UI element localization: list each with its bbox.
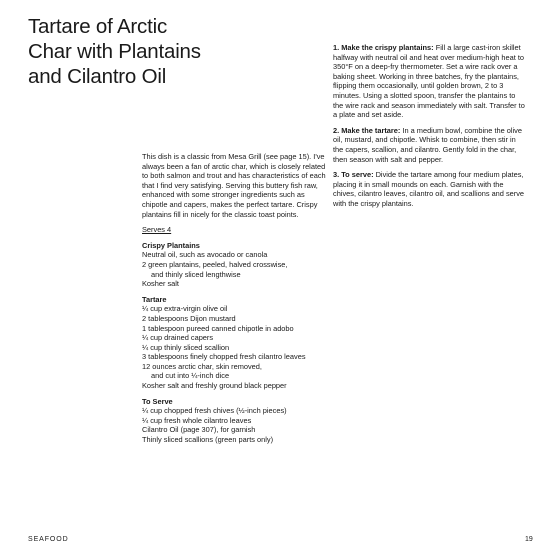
method-step-1 bbox=[333, 43, 525, 120]
method-column bbox=[333, 43, 525, 215]
step-label: 2. Make the tartare: bbox=[333, 125, 401, 135]
ingredient-section-crispy-plantains bbox=[142, 241, 327, 289]
ingredient-item: ¼ cup fresh whole cilantro leaves bbox=[142, 415, 252, 425]
ingredient-item: ¼ cup thinly sliced scallion bbox=[142, 342, 230, 352]
title-line: and Cilantro Oil bbox=[28, 65, 167, 88]
ingredient-item: Cilantro Oil (page 307), for garnish bbox=[142, 425, 256, 435]
ingredient-section-tartare bbox=[142, 295, 327, 391]
ingredients-column bbox=[142, 152, 327, 445]
step-text: Fill a large cast-iron skillet halfway with neutral oil and heat over medium-high heat to 350°F on a deep-fry thermometer. Set a wire rack over a baking sheet. Working in three batches, fry the plantains, flipping them occasionally, until golden brown, 2 to 3 minutes. Using a slotted spoon, transfer the plantains to the wire rack and season immediately with salt. Transfer to a plate and set aside. bbox=[333, 43, 525, 120]
ingredient-item: and cut into ¼-inch dice bbox=[151, 371, 230, 381]
step-label: 3. To serve: bbox=[333, 170, 374, 180]
section-title: Crispy Plantains bbox=[142, 240, 200, 250]
ingredient-item: 2 green plantains, peeled, halved crosswise, bbox=[142, 259, 288, 269]
ingredient-item: and thinly sliced lengthwise bbox=[151, 269, 241, 279]
ingredient-item: Kosher salt and freshly ground black pepper bbox=[142, 381, 287, 391]
footer-section-label: SEAFOOD bbox=[28, 536, 69, 543]
ingredient-item: Thinly sliced scallions (green parts only) bbox=[142, 435, 274, 445]
ingredient-item: ¼ cup drained capers bbox=[142, 333, 214, 343]
ingredient-item: 3 tablespoons finely chopped fresh cilantro leaves bbox=[142, 352, 306, 362]
method-step-2 bbox=[333, 126, 525, 164]
title-line: Tartare of Arctic bbox=[28, 15, 168, 38]
section-title: Tartare bbox=[142, 294, 167, 304]
ingredient-section-to-serve bbox=[142, 397, 327, 445]
method-step-3 bbox=[333, 170, 525, 208]
ingredient-item: Neutral oil, such as avocado or canola bbox=[142, 250, 268, 260]
section-title: To Serve bbox=[142, 396, 173, 406]
serves-label: Serves 4 bbox=[142, 225, 172, 235]
step-text: Divide the tartare among four medium plates, placing it in small mounds on each. Garnish with the chives, cilantro leaves, cilantro oil, and scallions and serve with the crispy plantains. bbox=[333, 170, 525, 208]
step-label: 1. Make the crispy plantains: bbox=[333, 43, 434, 52]
ingredient-item: ¼ cup chopped fresh chives (½-inch pieces) bbox=[142, 406, 287, 416]
step-text: In a medium bowl, combine the olive oil, mustard, and chipotle. Whisk to combine, then stir in the capers, scallion, and cilantro. Gently fold in the char, then season with salt and pepper. bbox=[333, 125, 522, 164]
title-line: Char with Plantains bbox=[28, 40, 201, 63]
ingredient-item: ¼ cup extra-virgin olive oil bbox=[142, 304, 228, 314]
recipe-title bbox=[28, 14, 288, 89]
ingredient-item: 1 tablespoon pureed canned chipotle in adobo bbox=[142, 323, 294, 333]
ingredient-item: 2 tablespoons Dijon mustard bbox=[142, 313, 236, 323]
ingredient-item: Kosher salt bbox=[142, 279, 179, 289]
page-number: 19 bbox=[525, 536, 533, 543]
recipe-intro: This dish is a classic from Mesa Grill (see page 15). I've always been a fan of arctic char, which is closely related to both salmon and trout and has characteristics of each that I find very satisfying. Serving this buttery fish raw, enhanced with some stronger ingredients such as chipotle and capers, makes the perfect tartare. Crispy plantains fill in nicely for the classic toast points. bbox=[142, 152, 326, 219]
ingredient-item: 12 ounces arctic char, skin removed, bbox=[142, 361, 262, 371]
